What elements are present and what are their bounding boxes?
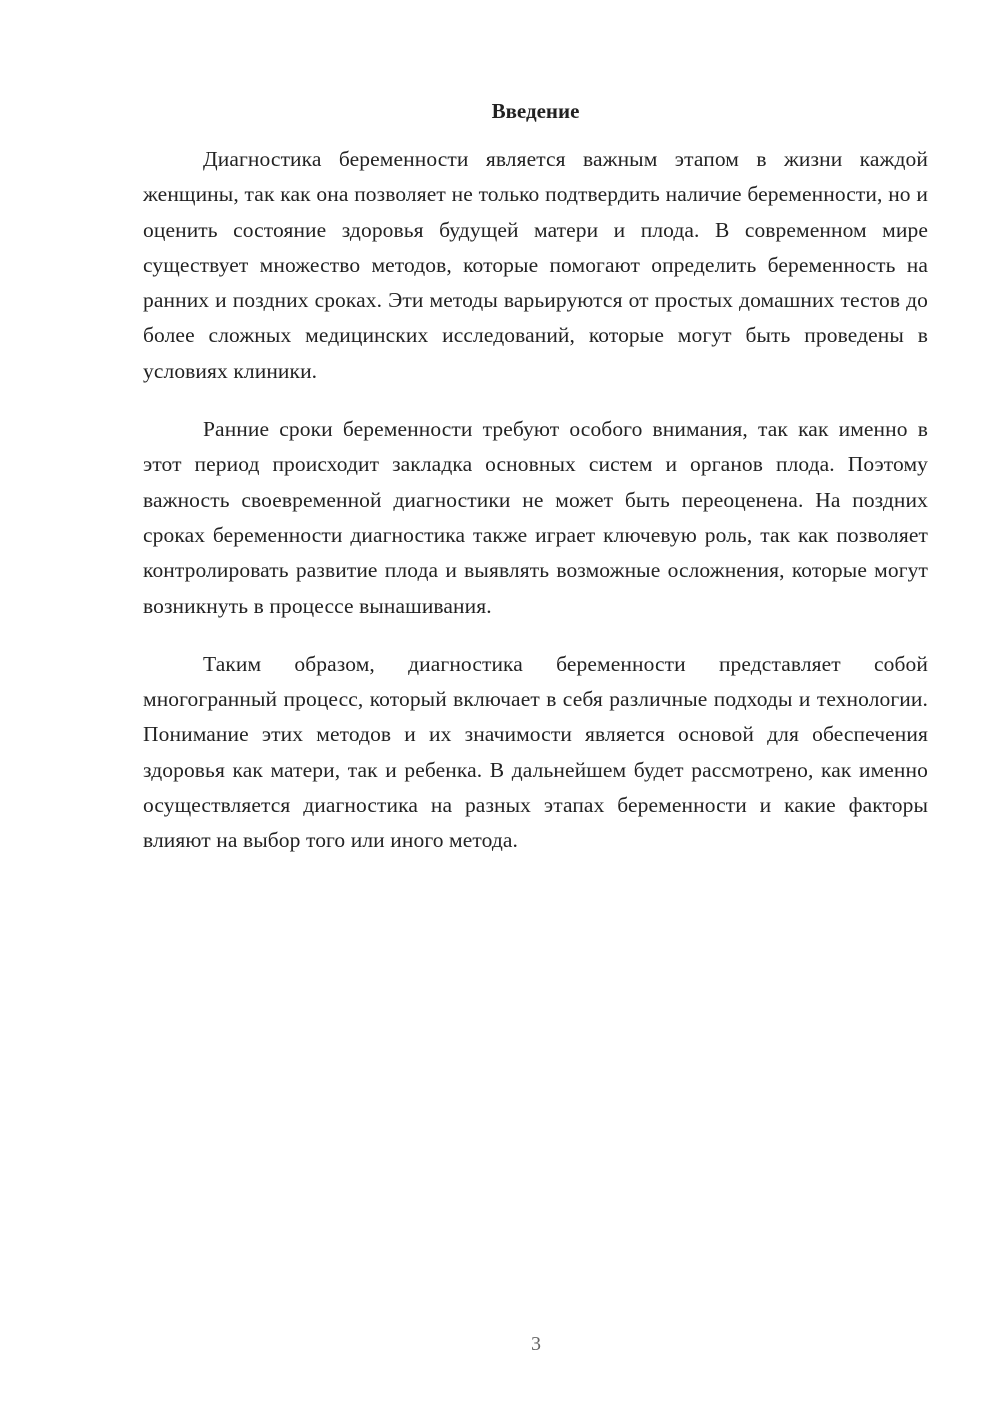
paragraph-1: Диагностика беременности является важным этапом в жизни каждой женщины, так как она позволяет не только подтвердить наличие беременности, но и оценить состояние здоровья будущей матери и плода. В современном мире существует множество методов, которые помогают определить беременность на ранних и поздних сроках. Эти методы варьируются от простых домашних тестов до более сложных медицинских исследований, которые могут быть проведены в условиях клиники.: [143, 147, 928, 383]
page-number: 3: [531, 1333, 541, 1355]
section-heading: Введение: [491, 99, 580, 123]
body-text: [143, 142, 928, 882]
paragraph-2: Ранние сроки беременности требуют особого внимания, так как именно в этот период происходит закладка основных систем и органов плода. Поэтому важность своевременной диагностики не может быть переоценена. На поздних сроках беременности диагностика также играет ключевую роль, так как позволяет контролировать развитие плода и выявлять возможные осложнения, которые могут возникнуть в процессе вынашивания.: [143, 417, 928, 618]
paragraph-3: Таким образом, диагностика беременности представляет собой многогранный процесс, который включает в себя различные подходы и технологии. Понимание этих методов и их значимости является основой для обеспечения здоровья как матери, так и ребенка. В дальнейшем будет рассмотрено, как именно осуществляется диагностика на разных этапах беременности и какие факторы влияют на выбор того или иного метода.: [143, 651, 928, 853]
